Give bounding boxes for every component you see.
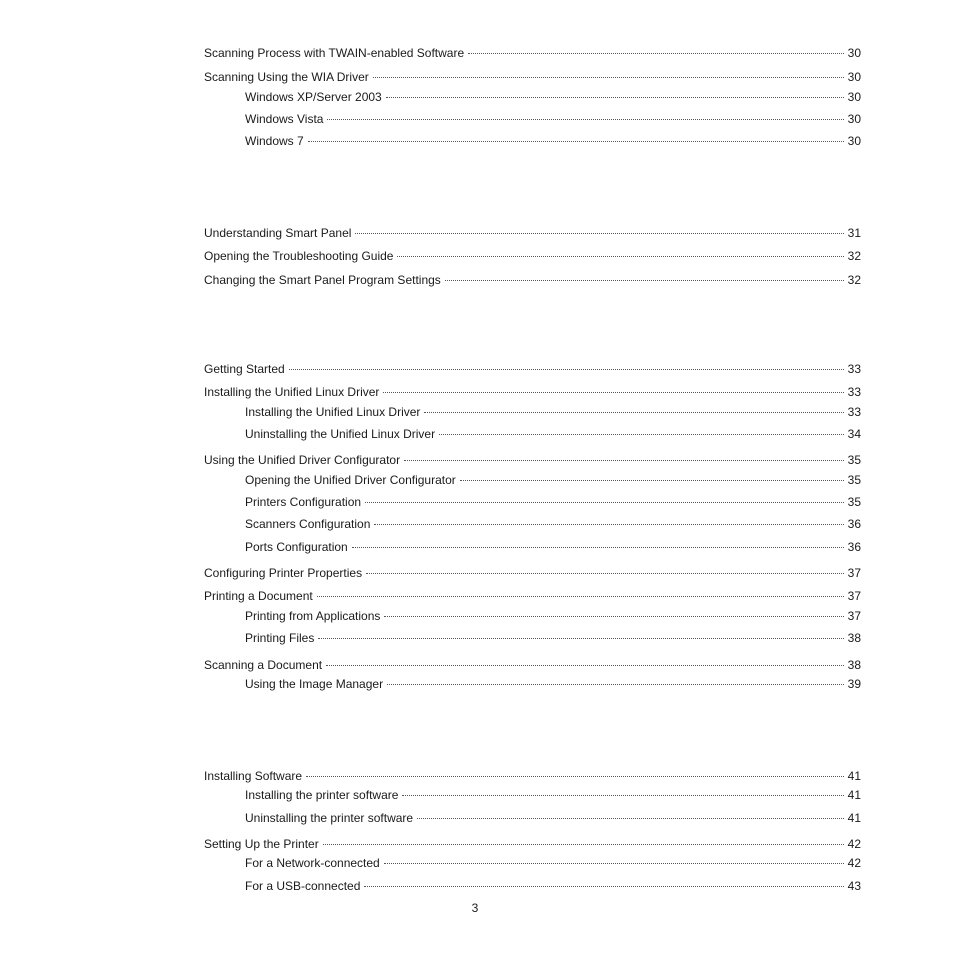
toc-entry-page: 35	[847, 473, 861, 487]
toc-entry-title: Uninstalling the Unified Linux Driver	[245, 427, 436, 441]
toc-subentry[interactable]	[245, 806, 861, 825]
toc-entry-title: Installing Software	[204, 769, 303, 783]
dot-leader	[402, 783, 843, 799]
toc-entry-title: Getting Started	[204, 362, 285, 376]
toc-entry-page: 30	[847, 46, 861, 60]
toc-entry-page: 37	[847, 589, 861, 603]
toc-entry-title: Printing a Document	[204, 589, 313, 603]
dot-leader	[374, 512, 843, 528]
dot-leader	[460, 468, 844, 484]
toc-entry-page: 32	[847, 273, 861, 287]
toc-entry-page: 33	[847, 385, 861, 399]
toc-entry-page: 34	[847, 427, 861, 441]
toc-subentry[interactable]	[245, 535, 861, 554]
toc-subentry[interactable]	[245, 874, 861, 893]
toc-entry-title: Opening the Unified Driver Configurator	[245, 473, 456, 487]
dot-leader	[317, 584, 844, 600]
dot-leader	[387, 672, 844, 688]
toc-entry-page: 37	[847, 609, 861, 623]
toc-entry-page: 30	[847, 90, 861, 104]
toc-subentry[interactable]	[245, 851, 861, 870]
toc-entry-page: 38	[847, 658, 861, 672]
toc-entry-page: 30	[847, 112, 861, 126]
toc-entry-title: Windows XP/Server 2003	[245, 90, 382, 104]
toc-subentry[interactable]	[245, 626, 861, 645]
toc-subentry[interactable]	[245, 512, 861, 531]
toc-entry[interactable]	[204, 832, 861, 851]
table-of-contents	[204, 0, 861, 954]
toc-entry-page: 30	[847, 134, 861, 148]
toc-entry[interactable]	[204, 244, 861, 263]
dot-leader	[308, 129, 844, 145]
toc-subentry[interactable]	[245, 400, 861, 419]
toc-entry-title: For a USB-connected	[245, 879, 361, 893]
dot-leader	[404, 448, 844, 464]
toc-entry-title: Scanning Process with TWAIN-enabled Software	[204, 46, 465, 60]
toc-entry[interactable]	[204, 764, 861, 783]
dot-leader	[373, 65, 844, 81]
toc-entry-page: 35	[847, 495, 861, 509]
toc-entry-page: 31	[847, 226, 861, 240]
dot-leader	[386, 85, 844, 101]
toc-entry[interactable]	[204, 584, 861, 603]
dot-leader	[365, 490, 844, 506]
toc-entry-page: 35	[847, 453, 861, 467]
toc-entry-title: Windows Vista	[245, 112, 324, 126]
dot-leader	[355, 221, 843, 237]
toc-entry-page: 39	[847, 677, 861, 691]
dot-leader	[364, 874, 843, 890]
toc-entry-page: 33	[847, 362, 861, 376]
toc-entry-page: 43	[847, 879, 861, 893]
toc-entry-page: 42	[847, 856, 861, 870]
toc-subentry[interactable]	[245, 129, 861, 148]
dot-leader	[439, 422, 844, 438]
toc-entry-title: Installing the printer software	[245, 788, 399, 802]
dot-leader	[306, 764, 844, 780]
dot-leader	[383, 380, 843, 396]
dot-leader	[323, 832, 844, 848]
toc-subentry[interactable]	[245, 783, 861, 802]
toc-entry-title: Understanding Smart Panel	[204, 226, 352, 240]
toc-entry-title: Printers Configuration	[245, 495, 362, 509]
toc-entry-title: Scanning Using the WIA Driver	[204, 70, 369, 84]
toc-entry[interactable]	[204, 380, 861, 399]
toc-entry-title: Using the Unified Driver Configurator	[204, 453, 401, 467]
dot-leader	[397, 244, 843, 260]
toc-entry[interactable]	[204, 561, 861, 580]
toc-entry-title: Scanners Configuration	[245, 517, 371, 531]
toc-subentry[interactable]	[245, 422, 861, 441]
toc-entry-title: Printing from Applications	[245, 609, 381, 623]
dot-leader	[417, 806, 844, 822]
toc-entry[interactable]	[204, 221, 861, 240]
toc-entry-page: 36	[847, 517, 861, 531]
dot-leader	[289, 357, 844, 373]
toc-entry[interactable]	[204, 357, 861, 376]
toc-entry-title: Scanning a Document	[204, 658, 323, 672]
dot-leader	[352, 535, 844, 551]
dot-leader	[327, 107, 843, 123]
toc-entry-title: Installing the Unified Linux Driver	[204, 385, 380, 399]
toc-entry-page: 41	[847, 788, 861, 802]
toc-entry-title: Opening the Troubleshooting Guide	[204, 249, 394, 263]
dot-leader	[384, 604, 843, 620]
toc-entry-page: 32	[847, 249, 861, 263]
toc-entry-title: Uninstalling the printer software	[245, 811, 414, 825]
toc-entry[interactable]	[204, 41, 861, 60]
toc-subentry[interactable]	[245, 107, 861, 126]
toc-entry-page: 37	[847, 566, 861, 580]
toc-subentry[interactable]	[245, 604, 861, 623]
toc-entry-page: 42	[847, 837, 861, 851]
toc-entry[interactable]	[204, 653, 861, 672]
toc-entry[interactable]	[204, 268, 861, 287]
dot-leader	[424, 400, 843, 416]
toc-entry-title: Printing Files	[245, 631, 315, 645]
dot-leader	[445, 268, 844, 284]
toc-entry-title: Using the Image Manager	[245, 677, 384, 691]
dot-leader	[468, 41, 844, 57]
toc-entry-title: Setting Up the Printer	[204, 837, 319, 851]
toc-entry-title: Configuring Printer Properties	[204, 566, 363, 580]
toc-entry[interactable]	[204, 65, 861, 84]
dot-leader	[366, 561, 844, 577]
toc-entry-page: 36	[847, 540, 861, 554]
toc-entry-page: 41	[847, 811, 861, 825]
toc-entry-page: 38	[847, 631, 861, 645]
toc-subentry[interactable]	[245, 85, 861, 104]
toc-entry[interactable]	[204, 448, 861, 467]
dot-leader	[326, 653, 844, 669]
toc-entry-page: 30	[847, 70, 861, 84]
page-number: 3	[471, 901, 479, 915]
toc-entry-title: Ports Configuration	[245, 540, 348, 554]
dot-leader	[318, 626, 843, 642]
toc-entry-title: Changing the Smart Panel Program Settings	[204, 273, 441, 287]
toc-subentry[interactable]	[245, 672, 861, 691]
toc-entry-page: 33	[847, 405, 861, 419]
toc-entry-title: For a Network-connected	[245, 856, 380, 870]
dot-leader	[384, 851, 844, 867]
toc-entry-title: Installing the Unified Linux Driver	[245, 405, 421, 419]
toc-subentry[interactable]	[245, 490, 861, 509]
toc-entry-title: Windows 7	[245, 134, 304, 148]
toc-subentry[interactable]	[245, 468, 861, 487]
toc-entry-page: 41	[847, 769, 861, 783]
